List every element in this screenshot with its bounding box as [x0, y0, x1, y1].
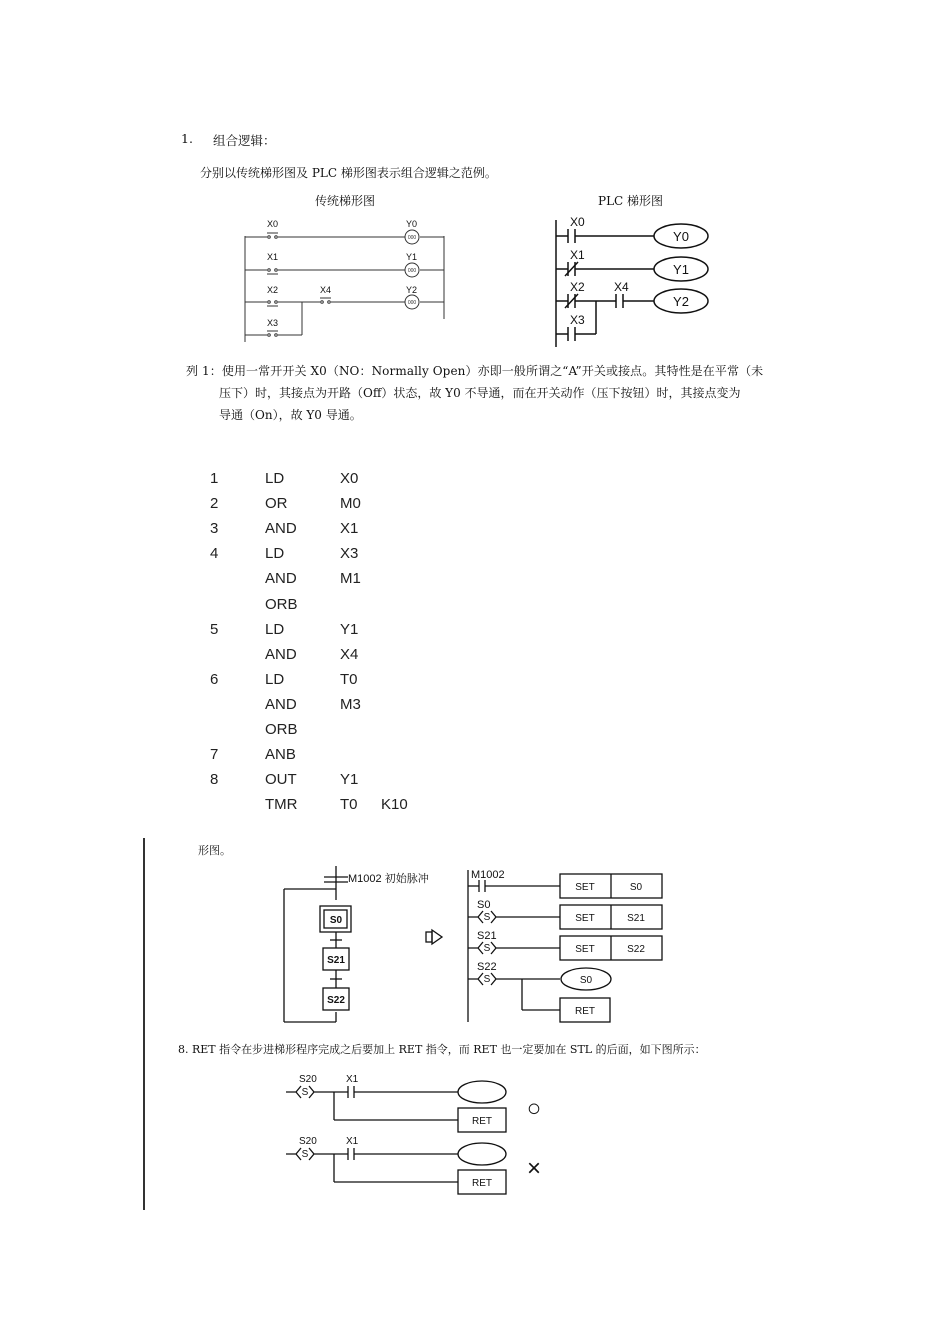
trad-y1-label: Y1: [406, 252, 418, 262]
ret1-ret-box: RET: [472, 1116, 492, 1127]
instruction-arg: M3: [340, 696, 361, 713]
instruction-op: LD: [265, 545, 285, 562]
ladder-row1-target: S21: [627, 913, 645, 924]
ret1-stl-symbol: S: [301, 1087, 309, 1098]
sfc-step-s22: S22: [327, 995, 345, 1006]
instruction-op: LD: [265, 671, 285, 688]
ladder-row3-coil: S0: [579, 975, 593, 986]
trad-y0-label: Y0: [406, 219, 418, 229]
plc-x0-label: X0: [570, 215, 585, 229]
section-number: 1.: [181, 131, 193, 146]
ladder-m1002-label: M1002: [471, 869, 505, 881]
instruction-arg: M0: [340, 495, 361, 512]
ladder-s21-contact: S21: [477, 930, 497, 942]
instruction-op: TMR: [265, 796, 298, 813]
instruction-step: 8: [210, 771, 219, 788]
sfc-caption: 形图。: [198, 844, 231, 857]
wrong-mark: ×: [526, 1155, 542, 1182]
plc-y1-coil: Y1: [673, 262, 689, 277]
instruction-step: 1: [210, 470, 219, 487]
instruction-step: 3: [210, 520, 219, 537]
trad-x3-label: X3: [267, 318, 279, 328]
instruction-step: 6: [210, 671, 219, 688]
ladder-row0-op: SET: [575, 882, 595, 893]
sfc-diagram: [278, 860, 678, 1028]
sfc-trigger-label: M1002 初始脉冲: [348, 873, 429, 885]
plc-x1-label: X1: [570, 248, 585, 262]
instruction-arg: M1: [340, 570, 361, 587]
plc-ladder-diagram: [548, 212, 718, 352]
stl-symbol-3: S: [483, 974, 491, 985]
instruction-op: ORB: [265, 721, 298, 738]
instruction-op: ORB: [265, 596, 298, 613]
svg-text:000: 000: [407, 300, 417, 306]
example-line-2: 压下）时，其接点为开路（Off）状态，故 Y0 不导通，而在开关动作（压下按钮）时，其接点变为: [219, 386, 741, 400]
plc-y0-coil: Y0: [673, 229, 689, 244]
instruction-op: AND: [265, 570, 297, 587]
instruction-arg: T0: [340, 671, 358, 688]
trad-x2-label: X2: [267, 285, 279, 295]
instruction-step: 7: [210, 746, 219, 763]
ladder-s0-contact: S0: [477, 899, 491, 911]
instruction-arg2: K10: [381, 796, 408, 813]
traditional-caption: 传统梯形图: [315, 194, 376, 208]
ret1-contact-label: X1: [346, 1074, 359, 1085]
instruction-op: LD: [265, 621, 285, 638]
ladder-row2-target: S22: [627, 944, 645, 955]
instruction-op: LD: [265, 470, 285, 487]
instruction-arg: X4: [340, 646, 359, 663]
traditional-ladder-diagram: [240, 214, 455, 350]
section8-text: 8. RET 指令在步进梯形程序完成之后要加上 RET 指令，而 RET 也一定要加在 STL 的后面，如下图所示：: [178, 1043, 706, 1056]
instruction-op: AND: [265, 520, 297, 537]
ret2-ret-box: RET: [472, 1178, 492, 1189]
plc-y2-coil: Y2: [673, 294, 689, 309]
stl-symbol-1: S: [483, 912, 491, 923]
instruction-arg: Y1: [340, 621, 359, 638]
instruction-step: 2: [210, 495, 219, 512]
stl-symbol-2: S: [483, 943, 491, 954]
svg-text:000: 000: [407, 235, 417, 241]
instruction-step: 5: [210, 621, 219, 638]
plc-caption: PLC 梯形图: [598, 194, 664, 208]
svg-text:000: 000: [407, 268, 417, 274]
ret-diagrams: [282, 1068, 552, 1200]
trad-x1-label: X1: [267, 252, 279, 262]
sfc-step-s0: S0: [329, 915, 343, 926]
trad-y2-label: Y2: [406, 285, 418, 295]
instruction-op: AND: [265, 646, 297, 663]
plc-x2-label: X2: [570, 280, 585, 294]
section-intro: 分别以传统梯形图及 PLC 梯形图表示组合逻辑之范例。: [200, 166, 497, 180]
instruction-op: ANB: [265, 746, 296, 763]
instruction-arg: X3: [340, 545, 359, 562]
ladder-row2-op: SET: [575, 944, 595, 955]
instruction-arg: X0: [340, 470, 359, 487]
ladder-s22-contact: S22: [477, 961, 497, 973]
ladder-row1-op: SET: [575, 913, 595, 924]
margin-bar: [143, 838, 145, 1210]
trad-x0-label: X0: [267, 219, 279, 229]
correct-mark: ○: [526, 1095, 542, 1122]
sfc-step-s21: S21: [327, 955, 345, 966]
instruction-op: OR: [265, 495, 288, 512]
ret2-stl-symbol: S: [301, 1149, 309, 1160]
instruction-step: 4: [210, 545, 219, 562]
instruction-op: AND: [265, 696, 297, 713]
ret2-step-label: S20: [299, 1136, 317, 1147]
ladder-ret-box: RET: [575, 1006, 595, 1017]
example-line-3: 导通（On），故 Y0 导通。: [219, 408, 362, 422]
plc-x4-label: X4: [614, 280, 629, 294]
ladder-row0-target: S0: [629, 882, 643, 893]
section-title: 组合逻辑：: [213, 133, 276, 148]
example-line-1: 列 1：使用一常开开关 X0（NO：Normally Open）亦即一般所谓之“A”开关或接点。其特性是在平常（未: [186, 364, 764, 378]
ret2-contact-label: X1: [346, 1136, 359, 1147]
ret1-step-label: S20: [299, 1074, 317, 1085]
instruction-arg: X1: [340, 520, 359, 537]
instruction-op: OUT: [265, 771, 297, 788]
instruction-arg: Y1: [340, 771, 359, 788]
trad-x4-label: X4: [320, 285, 332, 295]
plc-x3-label: X3: [570, 313, 585, 327]
instruction-arg: T0: [340, 796, 358, 813]
